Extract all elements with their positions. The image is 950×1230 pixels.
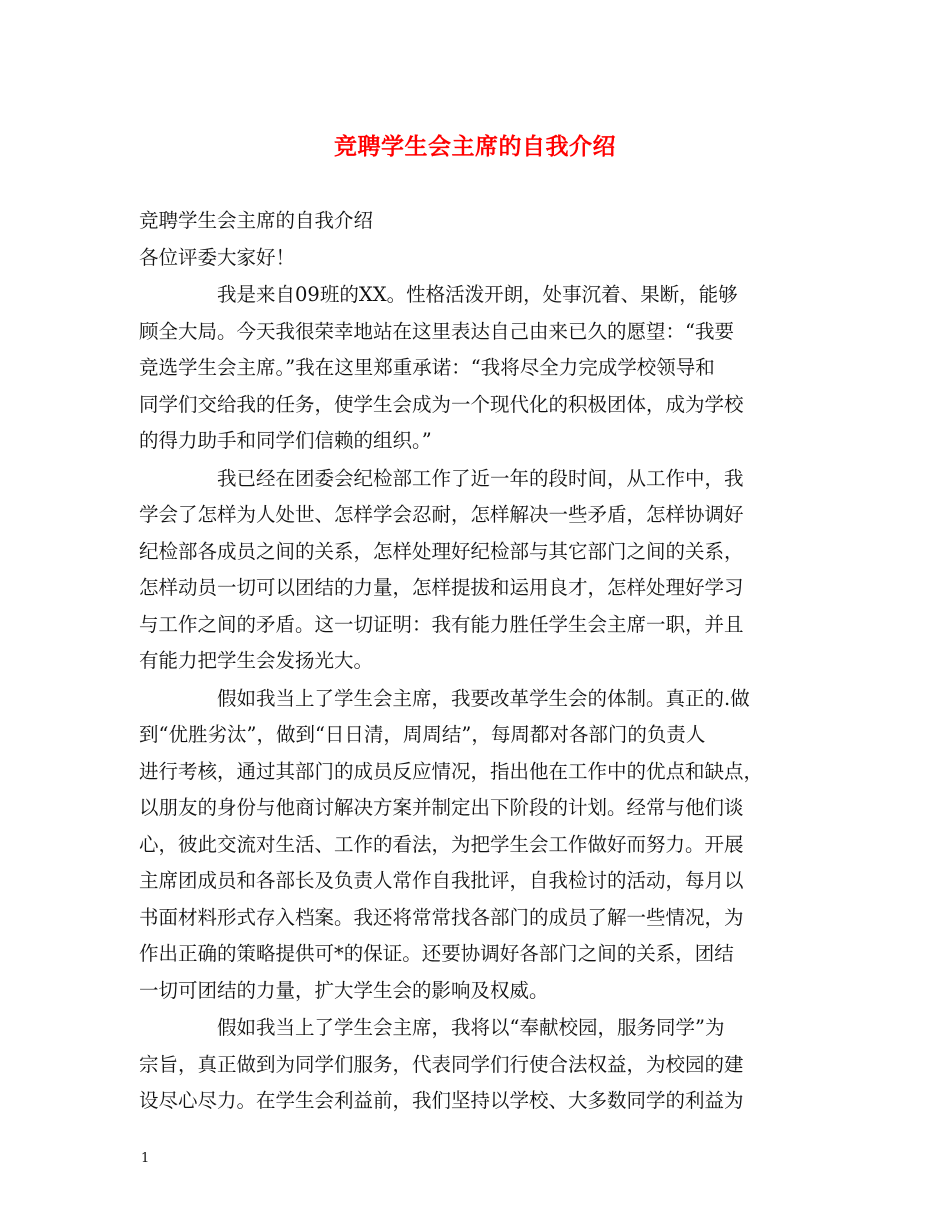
paragraph-3-line-1: 假如我当上了学生会主席，我要改革学生会的体制。真正的.做 (217, 686, 750, 710)
paragraph-1-line-5: 的得力助手和同学们信赖的组织。” (139, 429, 432, 452)
paragraph-4-line-3: 设尽心尽力。在学生会利益前，我们坚持以学校、大多数同学的利益为 (139, 1089, 744, 1112)
paragraph-2-line-2: 学会了怎样为人处世、怎样学会忍耐，怎样解决一些矛盾，怎样协调好 (139, 503, 744, 526)
paragraph-3-line-6: 主席团成员和各部长及负责人常作自我批评，自我检讨的活动，每月以 (139, 869, 744, 892)
paragraph-4-line-1: 假如我当上了学生会主席，我将以“奉献校园，服务同学”为 (217, 1016, 725, 1039)
paragraph-3-line-4: 以朋友的身份与他商讨解决方案并制定出下阶段的计划。经常与他们谈 (139, 796, 744, 819)
paragraph-2-line-4: 怎样动员一切可以团结的力量，怎样提拔和运用良才，怎样处理好学习 (139, 576, 744, 599)
paragraph-3-line-9: 一切可团结的力量，扩大学生会的影响及权威。 (139, 978, 549, 1002)
greeting-line: 各位评委大家好！ (139, 245, 296, 269)
paragraph-2-line-6: 有能力把学生会发扬光大。 (139, 649, 374, 672)
subtitle-line: 竞聘学生会主席的自我介绍 (139, 209, 374, 232)
paragraph-1-line-2: 顾全大局。今天我很荣幸地站在这里表达自己由来已久的愿望：“我要 (139, 319, 734, 343)
paragraph-2-line-1: 我已经在团委会纪检部工作了近一年的段时间，从工作中，我 (217, 466, 744, 490)
paragraph-3-line-3: 进行考核，通过其部门的成员反应情况，指出他在工作中的优点和缺点， (139, 759, 764, 783)
paragraph-3-line-8: 作出正确的策略提供可*的保证。还要协调好各部门之间的关系，团结 (139, 942, 734, 965)
document-body (139, 203, 829, 1120)
page-number: 1 (141, 1151, 150, 1166)
paragraph-2-line-5: 与工作之间的矛盾。这一切证明：我有能力胜任学生会主席一职，并且 (139, 612, 744, 636)
paragraph-2-line-3: 纪检部各成员之间的关系，怎样处理好纪检部与其它部门之间的关系， (139, 539, 744, 563)
paragraph-1-line-1: 我是来自09班的XX。性格活泼开朗，处事沉着、果断，能够 (217, 283, 738, 306)
document-title: 竞聘学生会主席的自我介绍 (334, 133, 616, 160)
paragraph-3-line-5: 心，彼此交流对生活、工作的看法，为把学生会工作做好而努力。开展 (139, 832, 744, 856)
paragraph-4-line-2: 宗旨，真正做到为同学们服务，代表同学们行使合法权益，为校园的建 (139, 1052, 744, 1076)
paragraph-3-line-2: 到“优胜劣汰”，做到“日日清，周周结”，每周都对各部门的负责人 (139, 723, 706, 746)
paragraph-1-line-3: 竞选学生会主席。”我在这里郑重承诺：“我将尽全力完成学校领导和 (139, 356, 715, 379)
paragraph-1-line-4: 同学们交给我的任务，使学生会成为一个现代化的积极团体，成为学校 (139, 392, 744, 416)
paragraph-3-line-7: 书面材料形式存入档案。我还将常常找各部门的成员了解一些情况，为 (139, 905, 744, 929)
